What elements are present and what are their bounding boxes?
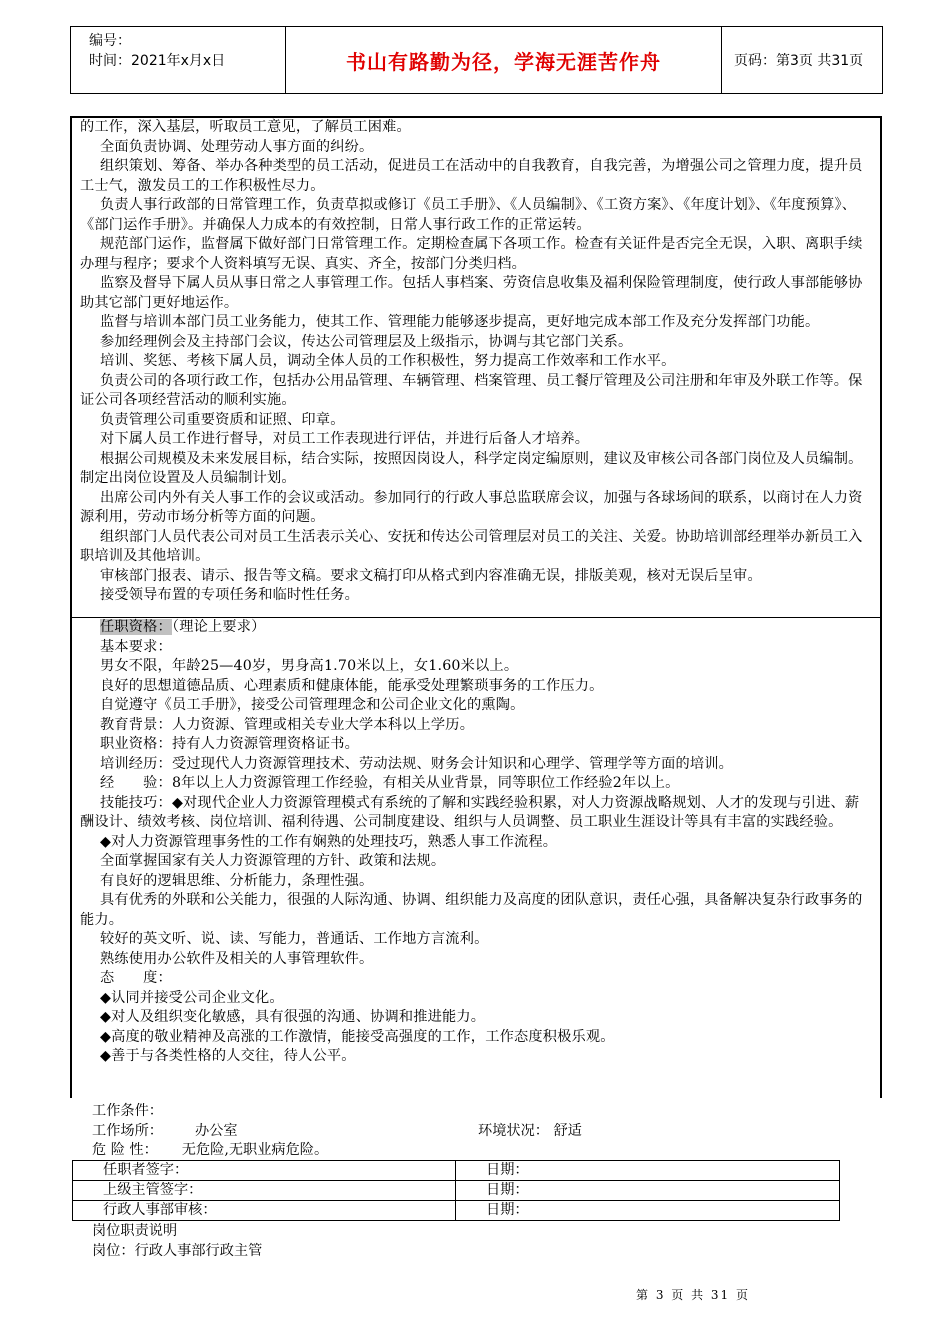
qual-line: 职业资格：持有人力资源管理资格证书。 [100,736,359,752]
signature-label: 任职者签字： [73,1161,456,1181]
qual-line: 良好的思想道德品质、心理素质和健康体能，能承受处理繁琐事务的工作压力。 [100,677,604,694]
duty-item: 监督与培训本部门员工业务能力，使其工作、管理能力能够逐步提高，更好地完成本部工作及充分发挥部门功能。 [100,314,820,330]
duty-item: 对下属人员工作进行督导，对员工工作表现进行评估，并进行后备人才培养。 [100,431,590,447]
qual-line: 经 验：8年以上人力资源管理工作经验，有相关从业背景，同等职位工作经验2年以上。 [100,775,680,791]
conditions-title: 工作条件： [92,1103,163,1119]
risk-row [92,1141,328,1161]
qualifications-note: （理论上要求） [171,619,266,635]
signature-date: 日期： [456,1181,840,1201]
qual-line: 基本要求： [100,638,172,655]
qual-line: 教育背景：人力资源、管理或相关专业大学本科以上学历。 [100,716,475,733]
qual-line: 态 度： [100,970,172,986]
qual-line: 具有优秀的外联和公关能力，很强的人际沟通、协调、组织能力及高度的团队意识，责任心强，具备解决复杂行政事务的能力。 [80,892,863,928]
qual-line: 全面掌握国家有关人力资源管理的方针、政策和法规。 [100,853,446,869]
page-info: 页码：第3页 共31页 [734,53,864,69]
workplace-row [92,1122,238,1142]
duty-item: 负责管理公司重要资质和证照、印章。 [100,411,345,428]
qual-line: 有良好的逻辑思维、分析能力，条理性强。 [100,872,374,889]
duty-item: 参加经理例会及主持部门会议，传达公司管理层及上级指示，协调与其它部门关系。 [100,333,633,350]
signature-date: 日期： [456,1161,840,1181]
qual-line: ◆善于与各类性格的人交往，待人公平。 [100,1048,356,1064]
qual-line: 熟练使用办公软件及相关的人事管理软件。 [100,950,374,967]
header-meta [71,27,286,93]
duty-item: 根据公司规模及未来发展目标，结合实际，按照因岗设人，科学定岗定编原则，建议及审核公司各部门岗位及人员编制。制定出岗位设置及人员编制计划。 [80,450,863,486]
number-label: 编号： [89,33,131,49]
duty-item: 培训、奖惩、考核下属人员，调动全体人员的工作积极性，努力提高工作效率和工作水平。 [100,353,676,369]
qualifications-heading [72,618,880,638]
qual-line: 男女不限，年龄25—40岁，男身高1.70米以上，女1.60米以上。 [100,658,519,674]
motto: 书山有路勤为径，学海无涯苦作舟 [286,27,722,93]
duty-item: 组织策划、筹备、举办各种类型的员工活动，促进员工在活动中的自我教育，自我完善，为增强公司之管理力度，提升员工士气，激发员工的工作积极性尽力。 [80,158,863,194]
next-section-position: 岗位：行政人事部行政主管 [92,1243,263,1259]
qual-line: 自觉遵守《员工手册》，接受公司管理理念和公司企业文化的熏陶。 [100,697,525,713]
next-section-title: 岗位职责说明 [92,1223,178,1239]
qual-line: ◆对人及组织变化敏感，具有很强的沟通、协调和推进能力。 [100,1009,486,1025]
qual-line: ◆高度的敬业精神及高涨的工作激情，能接受高强度的工作，工作态度积极乐观。 [100,1028,615,1045]
duty-item: 的工作，深入基层，听取员工意见，了解员工困难。 [80,119,411,135]
workplace-value: 办公室 [194,1123,238,1139]
duty-item: 规范部门运作，监督属下做好部门日常管理工作。定期检查属下各项工作。检查有关证件是否完全无误，入职、离职手续办理与程序；要求个人资料填写无误、真实、齐全，按部门分类归档。 [80,236,863,272]
duty-item: 审核部门报表、请示、报告等文稿。要求文稿打印从格式到内容准确无误，排版美观，核对无误后呈审。 [100,567,762,584]
duty-item: 全面负责协调、处理劳动人事方面的纠纷。 [100,138,374,155]
signature-table [72,1160,840,1221]
risk-label: 危 险 性： [92,1142,158,1158]
qual-line: 技能技巧：◆对现代企业人力资源管理模式有系统的了解和实践经验积累，对人力资源战略规划、人才的发现与引进、薪酬设计、绩效考核、岗位培训、福利待遇、公司制度建设、组织与人员调整、员工职业生涯设计等具有丰富的实践经验。 [80,794,860,830]
qual-line: ◆对人力资源管理事务性的工作有娴熟的处理技巧，熟悉人事工作流程。 [100,833,558,850]
duties-section [70,116,882,618]
page-header [70,26,883,94]
workplace-label: 工作场所： [92,1123,163,1139]
qual-line: 培训经历：受过现代人力资源管理技术、劳动法规、财务会计知识和心理学、管理学等方面的培训。 [100,755,734,772]
duty-item: 负责人事行政部的日常管理工作，负责草拟或修订《员工手册》、《人员编制》、《工资方案》、《年度计划》、《年度预算》、《部门运作手册》。并确保人力成本的有效控制，日常人事行政工作的正常运转。 [80,197,857,233]
environment-row [478,1122,582,1142]
qualifications-title: 任职资格： [100,619,172,635]
signature-label: 行政人事部审核： [73,1201,456,1221]
duty-item: 监察及督导下属人员从事日常之人事管理工作。包括人事档案、劳资信息收集及福利保险管理制度，使行政人事部能够协助其它部门更好地运作。 [80,275,863,311]
risk-value: 无危险,无职业病危险。 [181,1142,329,1158]
time-label: 时间：2021年x月x日 [89,53,226,69]
signature-date: 日期： [456,1201,840,1221]
qualifications-section [70,618,882,1098]
duty-item: 出席公司内外有关人事工作的会议或活动。参加同行的行政人事总监联席会议，加强与各球场间的联系，以商讨在人力资源利用，劳动市场分析等方面的问题。 [80,489,863,525]
table-row [73,1181,840,1201]
qual-line: 较好的英文听、说、读、写能力，普通话、工作地方言流利。 [100,931,489,947]
qual-line: ◆认同并接受公司企业文化。 [100,989,284,1006]
signature-label: 上级主管签字： [73,1181,456,1201]
table-row [73,1161,840,1181]
environment-label: 环境状况： [478,1123,549,1139]
duty-item: 接受领导布置的专项任务和临时性任务。 [100,587,359,603]
duty-item: 负责公司的各项行政工作，包括办公用品管理、车辆管理、档案管理、员工餐厅管理及公司注册和年审及外联工作等。保证公司各项经营活动的顺利实施。 [80,372,863,408]
duty-item: 组织部门人员代表公司对员工生活表示关心、安抚和传达公司管理层对员工的关注、关爱。协助培训部经理举办新员工入职培训及其他培训。 [80,528,863,564]
environment-value: 舒适 [553,1123,582,1139]
page-footer: 第 3 页 共 31 页 [636,1288,750,1302]
table-row [73,1201,840,1221]
